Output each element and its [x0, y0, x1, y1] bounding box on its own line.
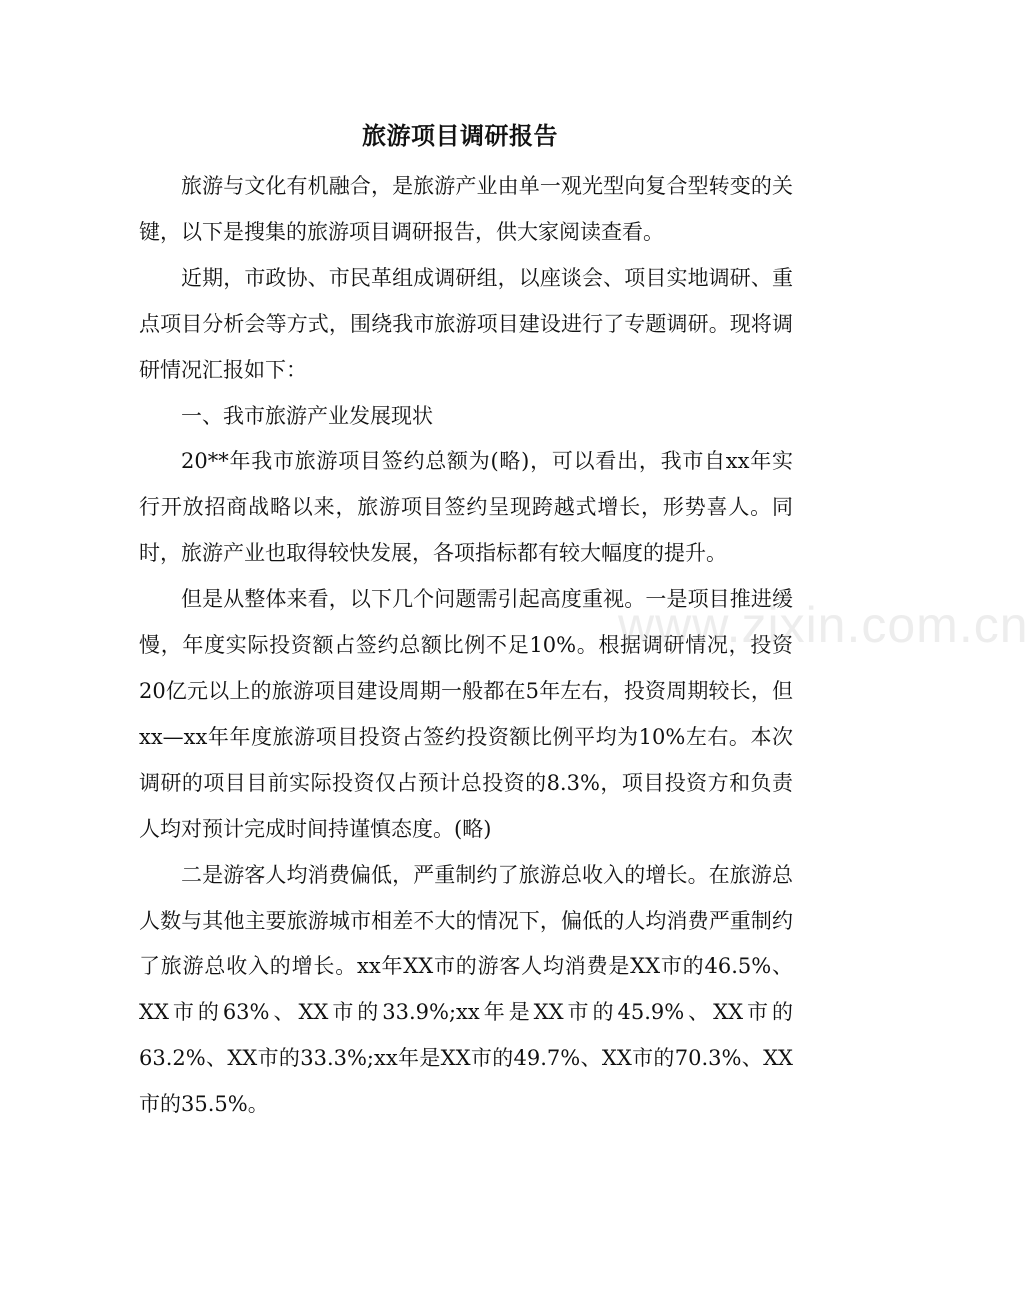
paragraph-problem-2: 二是游客人均消费偏低，严重制约了旅游总收入的增长。在旅游总人数与其他主要旅游城市相差不大的情况下，偏低的人均消费严重制约了旅游总收入的增长。xx年XX市的游客人均消费是XX市的46.5%、XX市的63%、XX市的33.9%;xx年是XX市的45.9%、XX市的63.2%、XX市的33.3%;xx年是XX市的49.7%、XX市的70.3%、XX市的35.5%。 [139, 862, 793, 1117]
paragraph-status: 20**年我市旅游项目签约总额为(略)，可以看出，我市自xx年实行开放招商战略以来，旅游项目签约呈现跨越式增长，形势喜人。同时，旅游产业也取得较快发展，各项指标都有较大幅度的提升。 [139, 449, 793, 566]
document-body [139, 164, 793, 1128]
paragraph-overview: 近期，市政协、市民革组成调研组，以座谈会、项目实地调研、重点项目分析会等方式，围绕我市旅游项目建设进行了专题调研。现将调研情况汇报如下： [139, 265, 793, 382]
section-heading-1: 一、我市旅游产业发展现状 [181, 403, 433, 428]
paragraph-intro: 旅游与文化有机融合，是旅游产业由单一观光型向复合型转变的关键，以下是搜集的旅游项目调研报告，供大家阅读查看。 [139, 174, 793, 244]
document-title: 旅游项目调研报告 [362, 121, 558, 150]
paragraph-problem-1: 但是从整体来看，以下几个问题需引起高度重视。一是项目推进缓慢，年度实际投资额占签约总额比例不足10%。根据调研情况，投资20亿元以上的旅游项目建设周期一般都在5年左右，投资周期较长，但xx—xx年年度旅游项目投资占签约投资额比例平均为10%左右。本次调研的项目目前实际投资仅占预计总投资的8.3%，项目投资方和负责人均对预计完成时间持谨慎态度。(略) [139, 587, 793, 841]
watermark: www.zixin.com.cn [618, 597, 1029, 653]
